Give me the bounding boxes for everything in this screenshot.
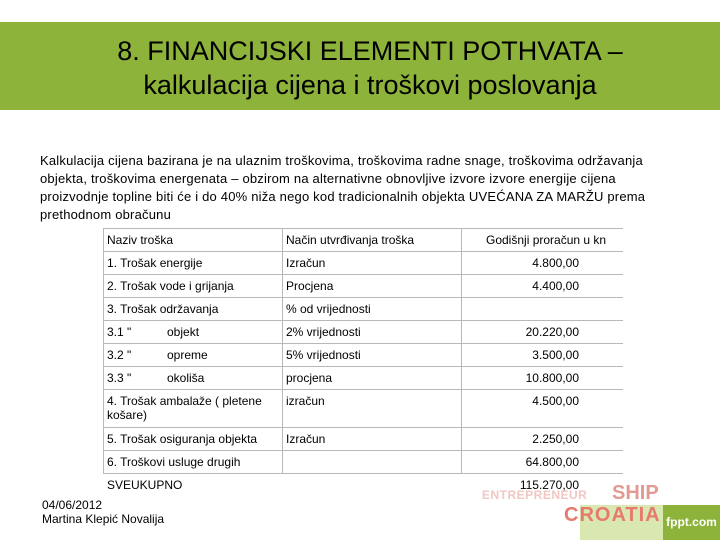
table-row	[103, 320, 623, 339]
row-amount: 4.500,00	[532, 394, 579, 408]
row-cost-name: 1. Trošak energije	[107, 256, 203, 270]
row-cost-number: 3.3 "	[107, 371, 132, 385]
total-amount: 115.270,00	[519, 478, 579, 492]
table-row	[103, 427, 623, 446]
table-row	[103, 450, 623, 469]
logo-text-line1b: SHIP	[612, 482, 659, 504]
title-line-2: kalkulacija cijena i troškovi poslovanja	[143, 70, 597, 100]
logo-text-line1: ENTREPRENEUR	[482, 488, 588, 502]
row-amount: 10.800,00	[525, 371, 579, 385]
row-amount: 20.220,00	[525, 325, 579, 339]
table-row	[103, 251, 623, 270]
row-amount: 4.800,00	[532, 256, 579, 270]
row-cost-name: 3. Trošak održavanja	[107, 302, 219, 316]
fppt-brand: fppt.com	[663, 505, 720, 540]
total-label: SVEUKUPNO	[107, 478, 183, 492]
row-method: Procjena	[286, 279, 334, 293]
row-method: procjena	[286, 371, 333, 385]
logo-text-line2: CROATIA	[564, 504, 661, 526]
row-cost-subname: okoliša	[167, 371, 205, 385]
table-column-divider	[282, 228, 283, 473]
row-method: % od vrijednosti	[286, 302, 371, 316]
row-cost-subname: opreme	[167, 348, 208, 362]
footer-author: Martina Klepić Novalija	[42, 512, 165, 526]
row-method: Izračun	[286, 256, 326, 270]
table-row	[103, 366, 623, 385]
row-cost-number: 3.2 "	[107, 348, 132, 362]
row-cost-name: 2. Trošak vode i grijanja	[107, 279, 234, 293]
row-amount: 3.500,00	[532, 348, 579, 362]
footer	[42, 498, 164, 526]
row-amount: 4.400,00	[532, 279, 579, 293]
table-left-border	[103, 228, 104, 473]
table-row	[103, 343, 623, 362]
table-header-row	[103, 228, 623, 247]
row-method: 2% vrijednosti	[286, 325, 361, 339]
table-row	[103, 389, 623, 422]
row-cost-subname: objekt	[167, 325, 200, 339]
header-method: Način utvrđivanja troška	[286, 233, 415, 247]
row-cost-name: 6. Troškovi usluge drugih	[107, 455, 241, 469]
row-amount: 64.800,00	[525, 455, 579, 469]
row-method: izračun	[286, 394, 325, 408]
table-row	[103, 297, 623, 316]
row-method: Izračun	[286, 432, 326, 446]
row-cost-name: 5. Trošak osiguranja objekta	[107, 432, 258, 446]
header-cost-name: Naziv troška	[107, 233, 174, 247]
body-paragraph: Kalkulacija cijena bazirana je na ulaznim troškovima, troškovima radne snage, troškovima održavanja objekta, troškovima energenata – obzirom na alternativne obnovljive izvore izvore energije cijena proizvodnje topline biti će i do 40% niža nego kod tradicionalnih objekta UVEĆANA ZA MARŽU prema prethodnom obračunu	[40, 153, 646, 222]
footer-date: 04/06/2012	[42, 498, 103, 512]
table-row	[103, 274, 623, 293]
table-column-divider	[461, 228, 462, 473]
row-method: 5% vrijednosti	[286, 348, 361, 362]
header-annual-budget: Godišnji proračun u kn	[486, 233, 607, 247]
row-cost-number: 3.1 "	[107, 325, 132, 339]
row-amount: 2.250,00	[532, 432, 579, 446]
title-line-1: 8. FINANCIJSKI ELEMENTI POTHVATA –	[117, 36, 623, 66]
slide-title	[40, 34, 700, 102]
row-cost-name: 4. Trošak ambalaže ( pletene košare)	[107, 394, 262, 422]
table-total-row	[103, 473, 623, 492]
